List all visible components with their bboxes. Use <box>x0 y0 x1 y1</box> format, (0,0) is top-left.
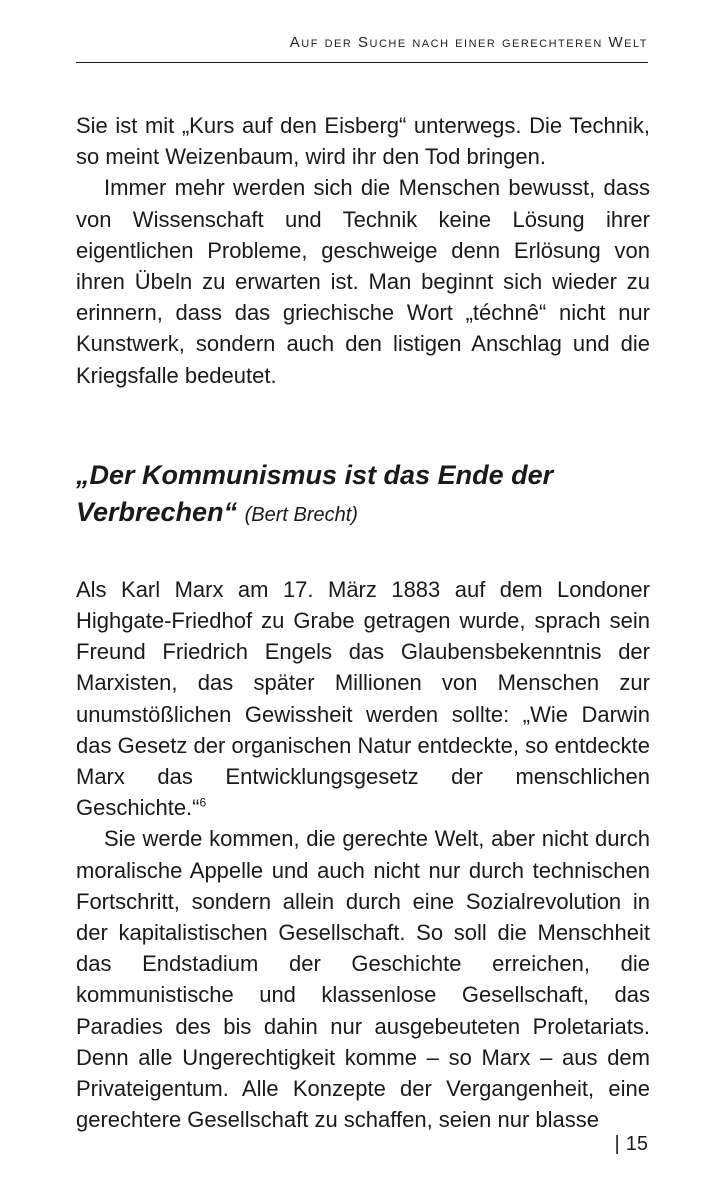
intro-paragraph-2: Immer mehr werden sich die Menschen bewusst, dass von Wissenschaft und Technik keine Lösung ihrer eigentlichen Probleme, geschweige denn Erlösung von ihren Übeln zu erwarten ist. Man beginnt sich wieder zu erinnern, dass das griechische Wort „téchnê“ nicht nur Kunstwerk, sondern auch den listigen Anschlag und die Kriegsfalle bedeutet. <box>76 175 650 388</box>
section-attribution: (Bert Brecht) <box>244 503 358 526</box>
header-rule <box>76 62 648 63</box>
section-paragraph-1-text: Als Karl Marx am 17. März 1883 auf dem Londoner Highgate-Friedhof zu Grabe getragen wurde, sprach sein Freund Friedrich Engels das Glaubensbekenntnis der Marxisten, das später Millionen von Menschen zur unumstößlichen Gewissheit werden sollte: „Wie Darwin das Gesetz der organischen Natur entdeckte, so entdeckte Marx das Entwicklungsgesetz der menschlichen Geschichte.“ <box>76 576 650 821</box>
section-heading <box>76 457 650 534</box>
section-paragraph-1 <box>76 574 650 824</box>
section-title: „Der Kommunismus ist das Ende der Verbrechen“ <box>76 459 554 527</box>
page-body <box>76 110 650 1135</box>
running-header: Auf der Suche nach einer gerechteren Welt <box>289 34 648 51</box>
intro-paragraph-1: Sie ist mit „Kurs auf den Eisberg“ unterwegs. Die Technik, so meint Weizenbaum, wird ihr den Tod bringen. <box>76 113 650 170</box>
page-number <box>615 1133 648 1156</box>
section-paragraph-2: Sie werde kommen, die gerechte Welt, aber nicht durch moralische Appelle und auch nicht nur durch technischen Fortschritt, sondern allein durch eine Sozialrevolution in der kapitalistischen Gesellschaft. So soll die Menschheit das Endstadium der Geschichte erreichen, die kommunistische und klassenlose Gesellschaft, das Paradies des bis dahin nur ausgebeuteten Proletariats. Denn alle Ungerechtigkeit komme – so Marx – aus dem Privateigentum. Alle Konzepte der Vergangenheit, eine gerechtere Gesellschaft zu schaffen, seien nur blasse <box>76 826 650 1133</box>
footnote-marker[interactable]: 6 <box>199 795 207 810</box>
page-number-value: 15 <box>625 1133 648 1155</box>
page-number-separator: | <box>614 1133 620 1155</box>
